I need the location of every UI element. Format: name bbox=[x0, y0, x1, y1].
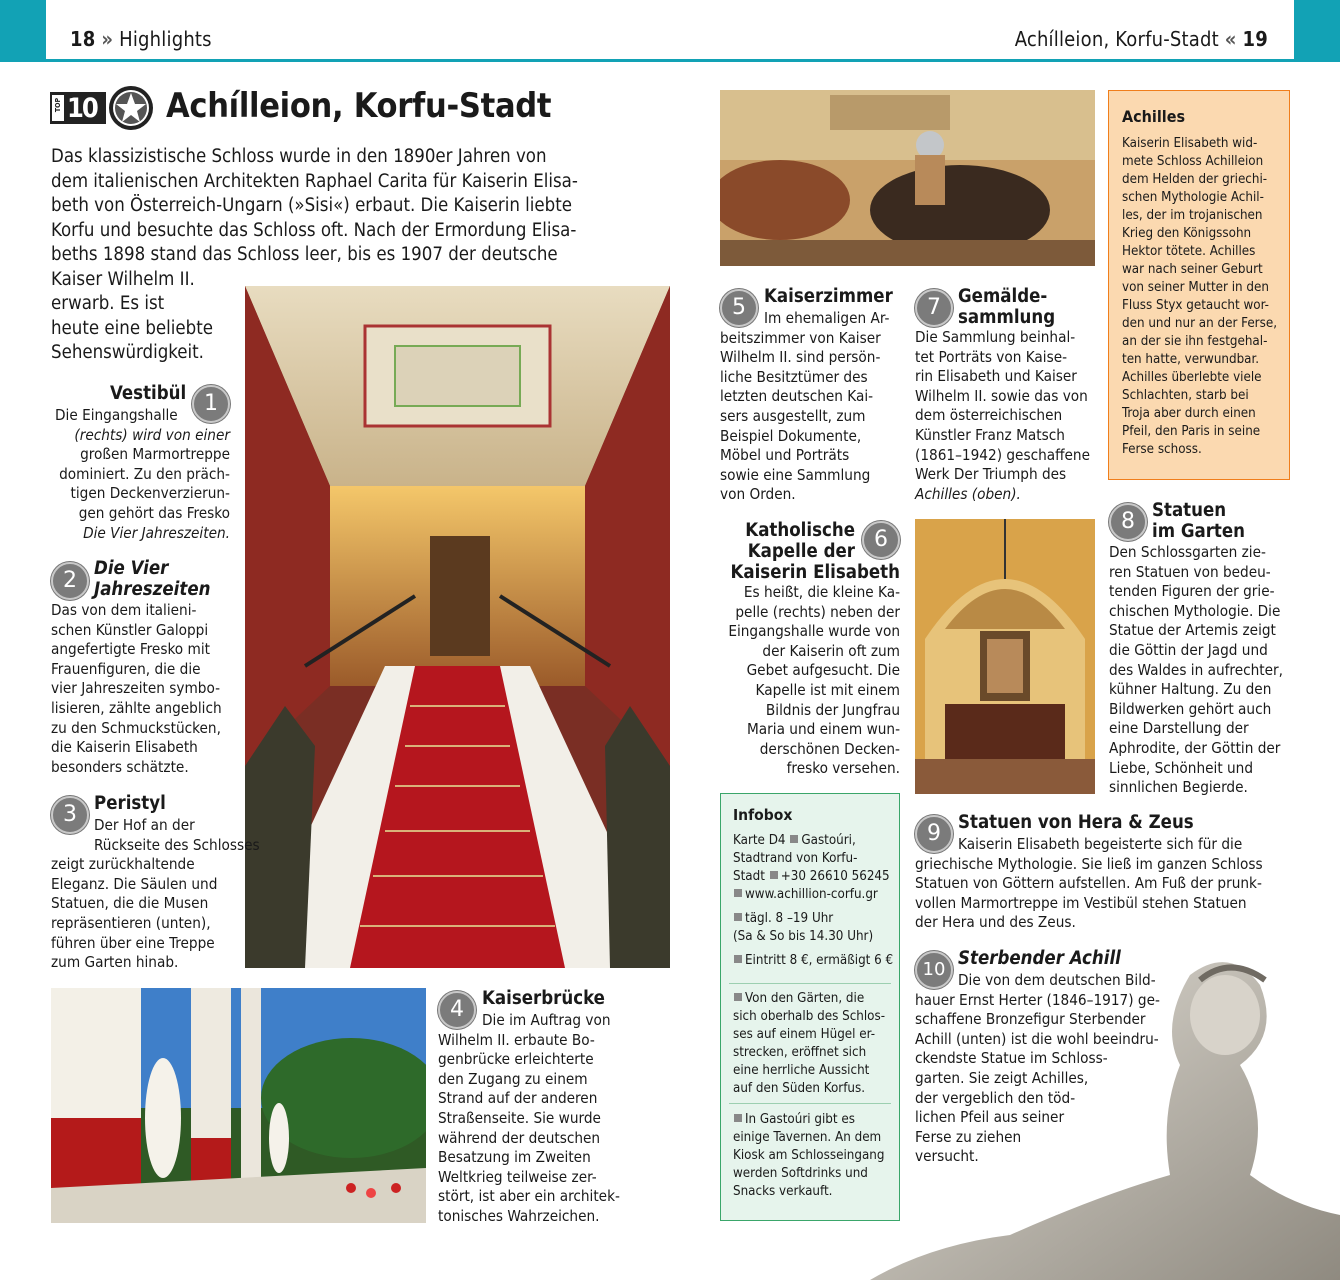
section-1-text: Die Eingangshalle (rechts) wird von einer großen Marmortreppe dominiert. Zu den präch- tigen Deckenverzierun- gen gehört das Fresko Die Vier Jahreszeiten. bbox=[55, 406, 230, 542]
map-reference: Karte D4 bbox=[733, 833, 786, 848]
staircase-illustration bbox=[245, 286, 670, 968]
section-5-text: Im ehemaligen Ar- beitszimmer von Kaiser Wilhelm II. sind persön- liche Besitztümer des letzten deutschen Kai- sers ausgestellt, zum Beispiel Dokumente, Möbel und Porträts sowie eine Sammlung von Orden. bbox=[720, 309, 890, 504]
left-section-label: Highlights bbox=[119, 27, 212, 51]
badge-top-text: TOP bbox=[54, 97, 63, 113]
phone-icon bbox=[770, 871, 778, 879]
section-10-number: 10 bbox=[915, 951, 953, 989]
section-1-number: 1 bbox=[192, 385, 230, 423]
section-7-text: Die Sammlung beinhal- tet Porträts von Kaise- rin Elisabeth und Kaiser Wilhelm II. sowie das von dem österreichischen Künstler Franz Matsch (1861–1942) geschaffene Werk Der Triumph des Achilles (oben). bbox=[915, 328, 1091, 503]
achilles-box-title: Achilles bbox=[1122, 107, 1186, 126]
section-3-text: Der Hof an der Rückseite des Schlosses zeigt zurückhaltende Eleganz. Die Säulen und Statuen, die die Musen repräsentieren (unten), führen über eine Treppe zum Garten hinab. bbox=[51, 816, 260, 972]
left-tab-bar bbox=[0, 0, 46, 62]
left-page-number: 18 bbox=[70, 27, 96, 51]
achilles-box-text: Kaiserin Elisabeth wid- mete Schloss Achilleion dem Helden der griechi- schen Mythologie Achil- les, der im trojanischen Krieg den Königssohn Hektor tötete. Achilles war nach seiner Geburt von seiner Mutter in den Fluss Styx getaucht wor- den und nur an der Ferse, an der sie ihn festgehal- ten hatte, verwundbar. Achilles überlebte viele Schlachten, starb bei Troja aber durch einen Pfeil, den Paris in seine Ferse schoss. bbox=[1122, 136, 1277, 457]
page-title: Achílleion, Korfu-Stadt bbox=[166, 86, 552, 126]
section-2-number: 2 bbox=[51, 562, 89, 600]
intro-line: Sehenswürdigkeit. bbox=[51, 342, 204, 363]
star-icon bbox=[108, 85, 154, 131]
infobox-tip-2: In Gastoúri gibt es einige Tavernen. An dem Kiosk am Schlosseingang werden Softdrinks und Snacks verkauft. bbox=[733, 1112, 885, 1199]
bullet-icon bbox=[790, 835, 798, 843]
infobox-divider bbox=[729, 983, 891, 984]
page-header bbox=[0, 0, 1340, 62]
intro-line: heute eine beliebte bbox=[51, 317, 213, 339]
infobox-contact: Karte D4 Gastoúri, Stadtrand von Korfu- Stadt +30 26610 56245 www.achillion-corfu.gr tägl. 8 –19 Uhr (Sa & So bis 14.30 Uhr) Eintritt 8 €, ermäßigt 6 € bbox=[733, 833, 894, 968]
section-4-number: 4 bbox=[438, 991, 476, 1029]
opening-hours: tägl. 8 –19 Uhr bbox=[745, 911, 834, 926]
chevron-right-icon: » bbox=[101, 27, 114, 51]
section-7-number: 7 bbox=[915, 289, 953, 327]
section-9-text: Kaiserin Elisabeth begeisterte sich für die griechische Mythologie. Sie ließ im ganzen Schloss Statuen von Göttern aufstellen. Am Fuß der prunk- vollen Marmortreppe im Vestibül stehen Statuen der Hera und des Zeus. bbox=[915, 835, 1263, 932]
chapel-illustration bbox=[915, 519, 1095, 794]
peristyle-illustration bbox=[51, 988, 426, 1223]
section-5-number: 5 bbox=[720, 289, 758, 327]
section-4-text: Die im Auftrag von Wilhelm II. erbaute Bo- genbrücke erleichterte den Zugang zu einem Strand auf der anderen Straßenseite. Sie wurde während der deutschen Besatzung im Zweiten Weltkrieg teilweise zer- stört, ist aber ein architek- tonisches Wahrzeichen. bbox=[438, 1011, 620, 1225]
peristyle-photo bbox=[51, 988, 426, 1223]
triumph-of-achilles-painting bbox=[720, 90, 1095, 266]
chapel-photo bbox=[915, 519, 1095, 794]
intro-line: erwarb. Es ist bbox=[51, 293, 165, 314]
infobox-divider bbox=[729, 1103, 891, 1104]
section-2-title: Die Vier Jahreszeiten bbox=[94, 558, 211, 600]
section-3-number: 3 bbox=[51, 796, 89, 834]
infobox-tip-1: Von den Gärten, die sich oberhalb des Schlos- ses auf einem Hügel er- strecken, eröffnet sich eine herrliche Aussicht auf den Süden Korfus. bbox=[733, 991, 886, 1096]
intro-line: beths 1898 stand das Schloss leer, bis es 1907 der deutsche bbox=[51, 244, 558, 265]
right-tab-bar bbox=[1294, 0, 1340, 62]
chevron-left-icon: « bbox=[1224, 27, 1237, 51]
section-2-text: Das von dem italieni- schen Künstler Galoppi angefertigte Fresko mit Frauenfiguren, die die vier Jahreszeiten symbo- lisieren, zählte angeblich zu den Schmuckstücken, die Kaiserin Elisabeth besonders schätzte. bbox=[51, 601, 222, 776]
painting-illustration bbox=[720, 90, 1095, 266]
section-8-title: Statuen im Garten bbox=[1152, 500, 1246, 542]
section-10-text: Die von dem deutschen Bild- hauer Ernst Herter (1846–1917) ge- schaffene Bronzefigur Sterbender Achill (unten) ist die wohl beeindru- ckendste Statue im Schloss- garten. Sie zeigt Achilles, der vergeblich den töd- lichen Pfeil aus seiner Ferse zu ziehen versucht. bbox=[915, 971, 1160, 1166]
section-9-title: Statuen von Hera & Zeus bbox=[958, 812, 1194, 833]
section-9-number: 9 bbox=[915, 815, 953, 853]
section-8-text: Den Schlossgarten zie- ren Statuen von bedeu- tenden Figuren der grie- chischen Mythologie. Die Statue der Artemis zeigt die Göttin der Jagd und des Waldes in aufrechter, kühner Haltung. Zu den Bildwerken gehört auch eine Darstellung der Aphrodite, der Göttin der Liebe, Schönheit und sinnlichen Begierde. bbox=[1109, 543, 1284, 797]
section-3-title: Peristyl bbox=[94, 793, 166, 814]
section-10-title: Sterbender Achill bbox=[958, 948, 1121, 969]
website-link[interactable]: www.achillion-corfu.gr bbox=[745, 887, 878, 902]
vestibule-staircase-photo bbox=[245, 286, 670, 968]
right-section-label: Achílleion, Korfu-Stadt bbox=[1014, 27, 1219, 51]
left-running-head bbox=[70, 27, 212, 51]
section-5-title: Kaiserzimmer bbox=[764, 286, 893, 307]
section-1-title: Vestibül bbox=[110, 383, 187, 404]
infobox-title: Infobox bbox=[733, 806, 793, 824]
admission-price: Eintritt 8 €, ermäßigt 6 € bbox=[745, 953, 894, 968]
intro-line: Kaiser Wilhelm II. bbox=[51, 268, 195, 290]
intro-line: dem italienischen Architekten Raphael Carita für Kaiserin Elisa- bbox=[51, 170, 578, 192]
bullet-icon bbox=[734, 993, 742, 1001]
top10-badge bbox=[50, 92, 106, 124]
intro-line: Korfu und besuchte das Schloss oft. Nach der Ermordung Elisa- bbox=[51, 219, 577, 241]
right-running-head bbox=[1015, 27, 1268, 51]
section-6-title: Katholische Kapelle der Kaiserin Elisabeth bbox=[730, 520, 900, 583]
phone-number: +30 26610 56245 bbox=[780, 869, 890, 884]
clock-icon bbox=[734, 913, 742, 921]
section-6-number: 6 bbox=[862, 521, 900, 559]
section-4-title: Kaiserbrücke bbox=[482, 988, 605, 1009]
intro-line: Das klassizistische Schloss wurde in den 1890er Jahren von bbox=[51, 146, 547, 167]
ticket-icon bbox=[734, 955, 742, 963]
right-page-number: 19 bbox=[1242, 27, 1268, 51]
section-6-text: Es heißt, die kleine Ka- pelle (rechts) neben der Eingangshalle wurde von der Kaiserin oft zum Gebet aufgesucht. Die Kapelle ist mit einem Bildnis der Jungfrau Maria und einem wun- derschönen Decken- fresko versehen. bbox=[728, 583, 900, 778]
badge-ten-text: 10 bbox=[67, 93, 97, 124]
section-8-number: 8 bbox=[1109, 503, 1147, 541]
web-icon bbox=[734, 889, 742, 897]
achilles-info-box bbox=[1108, 90, 1290, 480]
intro-line: beth von Österreich-Ungarn (»Sisi«) erbaut. Die Kaiserin liebte bbox=[51, 195, 572, 216]
section-7-title: Gemälde- sammlung bbox=[958, 286, 1056, 328]
bullet-icon bbox=[734, 1114, 742, 1122]
